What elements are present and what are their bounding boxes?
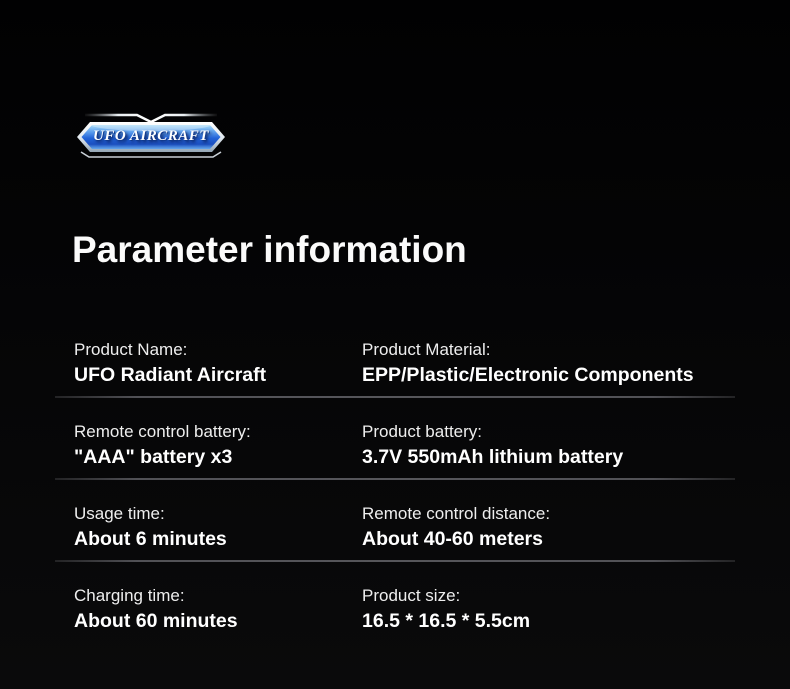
param-label: Product Name: — [74, 340, 188, 359]
param-value: 16.5 * 16.5 * 5.5cm — [362, 610, 531, 632]
param-product-battery — [362, 420, 735, 471]
ufo-aircraft-badge — [76, 111, 226, 163]
table-row — [55, 398, 735, 480]
parameter-table — [55, 328, 735, 644]
param-product-name — [55, 338, 362, 389]
param-label: Product size: — [362, 586, 461, 605]
param-product-material — [362, 338, 735, 389]
param-label: Usage time: — [74, 504, 165, 523]
param-usage-time — [55, 502, 362, 553]
param-value: About 40-60 meters — [362, 528, 543, 550]
param-value: About 6 minutes — [74, 528, 227, 550]
param-product-size — [362, 584, 735, 635]
badge-label: UFO AIRCRAFT — [93, 128, 209, 144]
param-label: Charging time: — [74, 586, 185, 605]
param-value: 3.7V 550mAh lithium battery — [362, 446, 624, 468]
table-row — [55, 562, 735, 644]
page-title: Parameter information — [72, 229, 467, 270]
param-value: UFO Radiant Aircraft — [74, 364, 267, 386]
param-remote-distance — [362, 502, 735, 553]
param-value: EPP/Plastic/Electronic Components — [362, 364, 694, 386]
param-label: Remote control distance: — [362, 504, 551, 523]
param-label: Remote control battery: — [74, 422, 251, 441]
param-value: "AAA" battery x3 — [74, 446, 233, 468]
table-row — [55, 328, 735, 398]
param-label: Product battery: — [362, 422, 483, 441]
table-row — [55, 480, 735, 562]
param-charging-time — [55, 584, 362, 635]
param-value: About 60 minutes — [74, 610, 238, 632]
param-label: Product Material: — [362, 340, 491, 359]
param-remote-battery — [55, 420, 362, 471]
